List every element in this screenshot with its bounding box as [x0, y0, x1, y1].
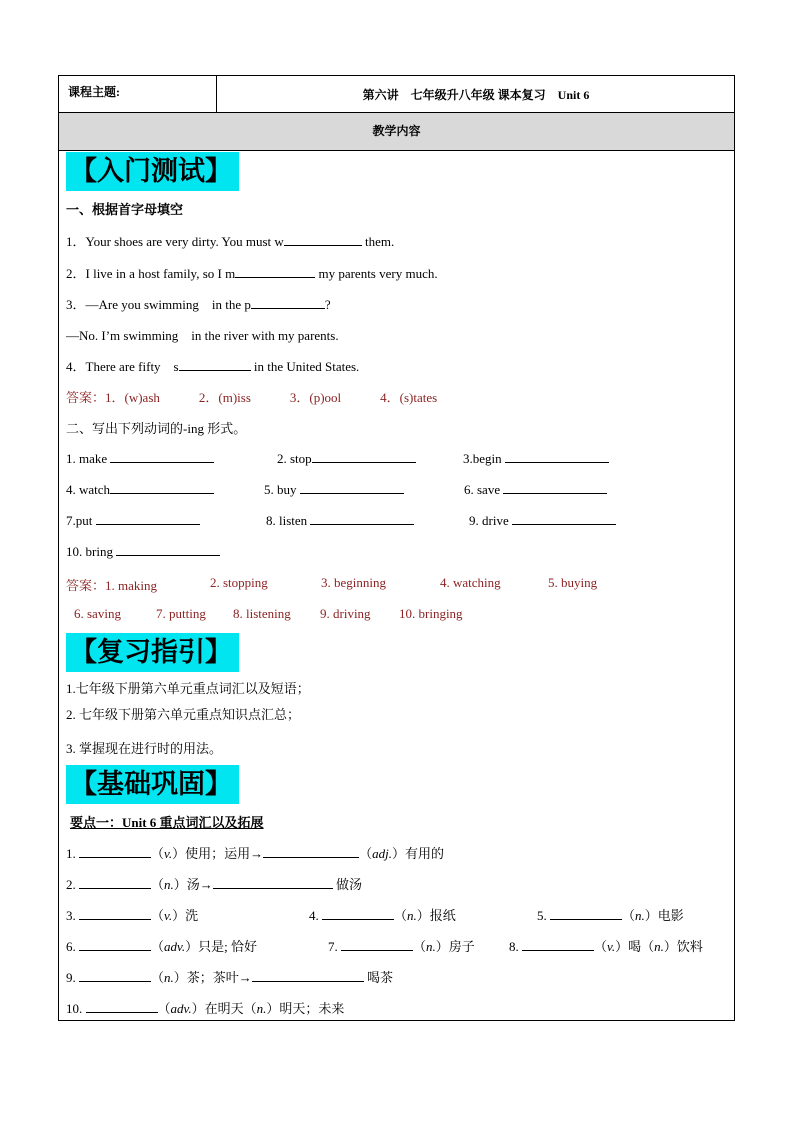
part2-answer: 5. buying: [548, 575, 598, 590]
part2-answer: 8. listening: [233, 606, 291, 621]
answer-blank[interactable]: [284, 233, 362, 246]
verb-item: 2. stop: [277, 450, 416, 467]
course-title: 第六讲 七年级升八年级 课本复习 Unit 6: [362, 88, 590, 102]
vocab-row: 10. （adv.）在明天（n.）明天；未来: [66, 1001, 345, 1016]
answer-blank[interactable]: [322, 907, 394, 920]
part2-answer: 答案：1. making: [66, 578, 157, 593]
vocab-row: 9. （n.）茶；茶叶→ 喝茶: [66, 970, 394, 985]
header-row: [59, 76, 734, 113]
question-3-tail: ?: [324, 297, 331, 312]
answer-blank[interactable]: [79, 969, 151, 982]
vocab-item: 6. （adv.）只是; 恰好: [66, 939, 257, 954]
question-4-text: 4．There are fifty s: [66, 359, 179, 374]
vocab-item: 7. （n.）房子: [328, 939, 475, 954]
question-3: [66, 294, 331, 313]
answer-blank[interactable]: [79, 845, 151, 858]
part2-answer: 7. putting: [156, 606, 206, 621]
vocab-item: 5. （n.）电影: [537, 908, 684, 923]
verb-item: 7.put: [66, 512, 200, 529]
answer-blank[interactable]: [179, 358, 251, 371]
answer-blank[interactable]: [79, 876, 151, 889]
vocab-row: 1. （v.）使用；运用→ （adj.）有用的: [66, 846, 444, 861]
verb-item: 8. listen: [266, 512, 414, 529]
guide-item: 1.七年级下册第六单元重点词汇以及短语；: [66, 681, 310, 696]
answer-blank[interactable]: [252, 969, 364, 982]
verb-item: 6. save: [464, 481, 607, 498]
answer-blank[interactable]: [79, 938, 151, 951]
answer-blank[interactable]: [341, 938, 413, 951]
guide-item: 2. 七年级下册第六单元重点知识点汇总；: [66, 707, 301, 722]
answer-blank[interactable]: [86, 1000, 158, 1013]
vocab-item: 3. （v.）洗: [66, 908, 199, 923]
question-1: [66, 231, 394, 250]
answer-blank[interactable]: [79, 907, 151, 920]
verb-item: 5. buy: [264, 481, 404, 498]
teaching-content-header: 教学内容: [59, 113, 734, 151]
course-topic-label: 课程主题:: [59, 76, 217, 112]
part2-answer: 10. bringing: [399, 606, 463, 621]
question-4-tail: in the United States.: [253, 359, 360, 374]
part2-heading: 二、写出下列动词的-ing 形式。: [66, 421, 247, 436]
answer-blank[interactable]: [263, 845, 359, 858]
lesson-table: [58, 75, 735, 1021]
answer-blank[interactable]: [251, 296, 325, 309]
answer-blank[interactable]: [213, 876, 333, 889]
answer-blank[interactable]: [96, 512, 200, 525]
verb-item: 10. bring: [66, 543, 220, 560]
part2-answer: 9. driving: [320, 606, 371, 621]
answer-blank[interactable]: [503, 481, 607, 494]
vocab-row: 2. （n.）汤→ 做汤: [66, 877, 363, 892]
section-banner-foundation: 【基础巩固】: [66, 765, 239, 804]
answer-blank[interactable]: [512, 512, 616, 525]
question-1-text: 1．Your shoes are very dirty. You must w: [66, 234, 284, 249]
question-2: [66, 263, 438, 282]
part2-answer: 6. saving: [74, 606, 121, 621]
vocab-item: 8. （v.）喝（n.）饮料: [509, 939, 703, 954]
answer-blank[interactable]: [550, 907, 622, 920]
answer-blank[interactable]: [505, 450, 609, 463]
question-3-reply: —No. I’m swimming in the river with my parents.: [66, 328, 339, 343]
answer-blank[interactable]: [235, 265, 315, 278]
part2-answer: 4. watching: [440, 575, 501, 590]
answer-blank[interactable]: [522, 938, 594, 951]
verb-item: 4. watch: [66, 481, 214, 498]
answer-blank[interactable]: [110, 450, 214, 463]
answer-blank[interactable]: [310, 512, 414, 525]
section-banner-entry-test: 【入门测试】: [66, 152, 239, 191]
question-2-tail: my parents very much.: [318, 266, 438, 281]
verb-item: 1. make: [66, 450, 214, 467]
verb-item: 3.begin: [463, 450, 609, 467]
part2-answer: 3. beginning: [321, 575, 386, 590]
vocab-item: 4. （n.）报纸: [309, 908, 456, 923]
answer-blank[interactable]: [300, 481, 404, 494]
answer-blank[interactable]: [116, 543, 220, 556]
part1-answer: 答案：1．(w)ash 2．(m)iss 3．(p)ool 4．(s)tates: [66, 390, 438, 405]
answer-blank[interactable]: [110, 481, 214, 494]
verb-item: 9. drive: [469, 512, 616, 529]
guide-item: 3. 掌握现在进行时的用法。: [66, 741, 223, 756]
vocab-heading: 要点一：Unit 6 重点词汇以及拓展: [70, 815, 264, 830]
part1-heading: 一、根据首字母填空: [66, 202, 184, 217]
question-4: [66, 356, 359, 375]
question-2-text: 2．I live in a host family, so I m: [66, 266, 236, 281]
question-3-text: 3．—Are you swimming in the p: [66, 297, 251, 312]
question-1-tail: them.: [365, 234, 395, 249]
part2-answer: 2. stopping: [210, 575, 268, 590]
section-banner-review-guide: 【复习指引】: [66, 633, 239, 672]
answer-blank[interactable]: [312, 450, 416, 463]
